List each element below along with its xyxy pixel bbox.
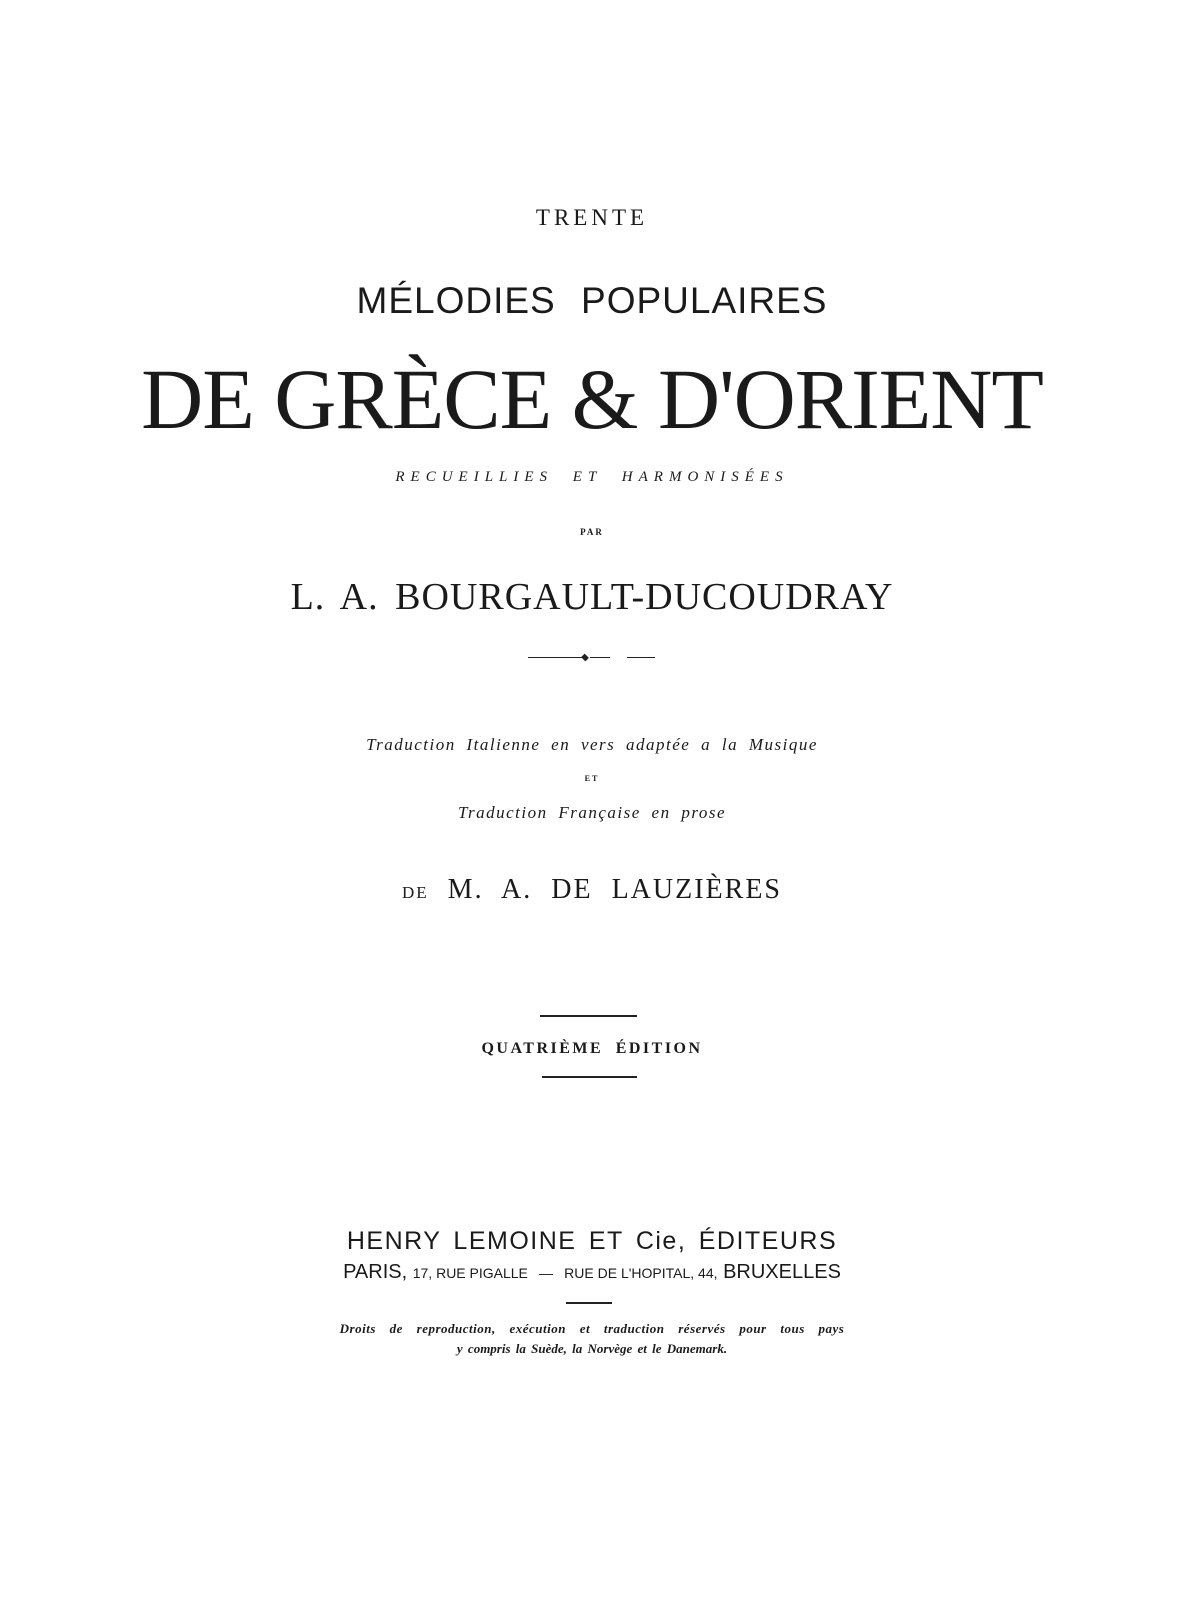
ornament-rule-mid — [590, 657, 610, 658]
translation-line-1: Traduction Italienne en vers adaptée a la Musique — [366, 735, 818, 754]
address-brux-street: RUE DE L'HOPITAL, 44, — [564, 1265, 718, 1281]
ornament-diamond — [581, 654, 589, 662]
address-paris-street: 17, RUE PIGALLE — [412, 1265, 528, 1281]
rights-line-1: Droits de reproduction, exécution et traduction réservés pour tous pays — [339, 1321, 845, 1336]
title-line-2: DE GRÈCE & D'ORIENT — [141, 351, 1043, 447]
translator: M. A. DE LAUZIÈRES — [447, 874, 782, 905]
translator-prefix: DE — [402, 883, 429, 902]
translation-line-2: Traduction Française en prose — [458, 803, 726, 822]
subtitle: RECUEILLIES ET HARMONISÉES — [395, 469, 789, 485]
rights-line-2: y compris la Suède, la Norvège et le Danemark. — [456, 1341, 728, 1356]
publisher: HENRY LEMOINE ET Cie, ÉDITEURS — [346, 1227, 838, 1255]
address-brux-city: BRUXELLES — [723, 1261, 841, 1283]
title-line-1: MÉLODIES POPULAIRES — [356, 280, 828, 321]
translation-and: ET — [584, 774, 600, 783]
address-paris-city: PARIS, — [343, 1261, 408, 1283]
pretitle: TRENTE — [535, 205, 649, 230]
address-dash: — — [539, 1265, 554, 1281]
author: L. A. BOURGAULT-DUCOUDRAY — [290, 576, 894, 618]
edition: QUATRIÈME ÉDITION — [481, 1040, 703, 1057]
ornament-rule-right — [627, 657, 655, 658]
address-line — [0, 1262, 1184, 1282]
edition-rule-bottom — [542, 1076, 637, 1078]
by-label: PAR — [580, 527, 604, 537]
publisher-rule — [566, 1302, 612, 1304]
edition-rule-top — [540, 1015, 637, 1017]
translator-line — [0, 876, 1184, 904]
ornament-rule-left — [528, 657, 584, 658]
